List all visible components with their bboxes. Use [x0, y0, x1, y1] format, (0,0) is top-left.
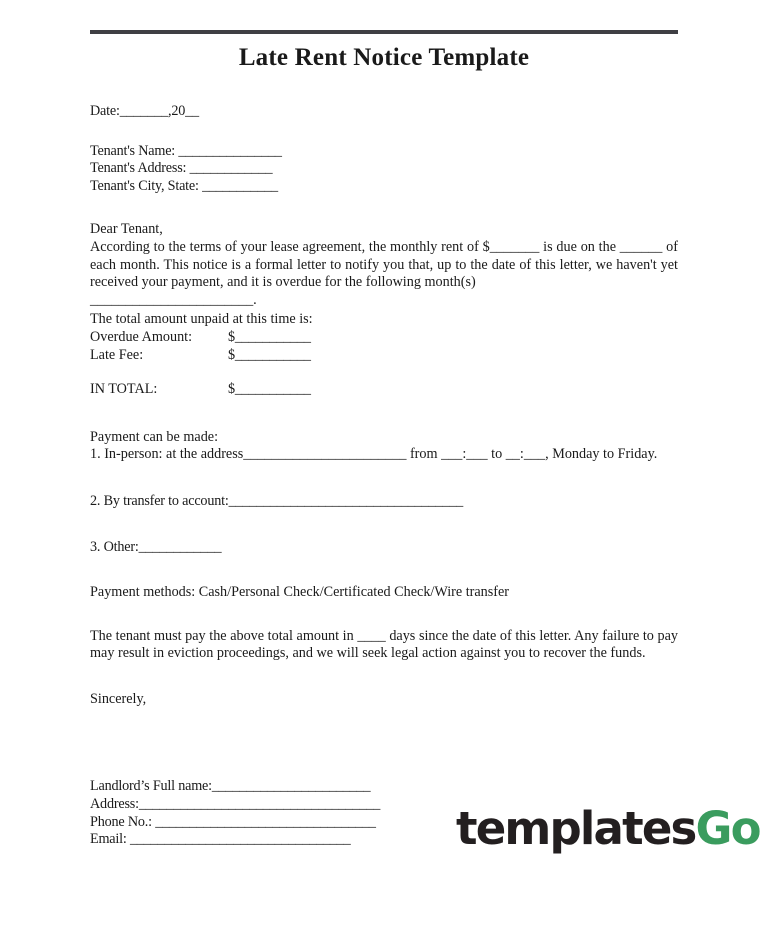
closing-salutation: Sincerely, [90, 690, 147, 707]
overdue-amount-label: Overdue Amount: [90, 328, 193, 345]
tenant-address-line: Tenant's Address: ____________ [90, 160, 273, 177]
amounts-block [90, 329, 678, 364]
tenant-info-block [90, 143, 678, 196]
salutation-block [90, 221, 678, 239]
in-total-row [90, 381, 678, 399]
templatesgo-logo [456, 802, 760, 855]
date-label-and-blank: Date:_______,20__ [90, 103, 199, 119]
date-field-line [90, 103, 678, 121]
landlord-address-line: Address:___________________________________ [90, 796, 381, 813]
landlord-full-name-line: Landlord’s Full name:_______________________ [90, 778, 371, 795]
landlord-phone-line: Phone No.: ________________________________ [90, 813, 376, 830]
overdue-amount-value: $___________ [228, 328, 311, 345]
landlord-email-line: Email: ________________________________ [90, 831, 351, 848]
table-row [90, 347, 678, 365]
body-paragraph-fill-blank: _______________________. [90, 291, 257, 308]
payment-option-transfer: 2. By transfer to account:__________________________________ [90, 492, 463, 509]
payment-option-in-person: 1. In-person: at the address_______________________ from ___:___ to __:___, Monday to Friday. [90, 446, 658, 463]
body-paragraph: According to the terms of your lease agreement, the monthly rent of $_______ is due on the ______ of each month. This notice is a formal letter to notify you that, up to the date of this letter, we haven't yet received your payment, and it is overdue for the following month(s) [90, 238, 678, 291]
payment-option-other: 3. Other:____________ [90, 538, 222, 555]
total-intro-text: The total amount unpaid at this time is: [90, 311, 313, 328]
salutation: Dear Tenant, [90, 221, 163, 238]
table-row [90, 329, 678, 347]
payment-methods-line: Payment methods: Cash/Personal Check/Certificated Check/Wire transfer [90, 584, 510, 601]
page-title: Late Rent Notice Template [238, 44, 530, 71]
logo-accent-text: Go [695, 802, 760, 855]
late-fee-label: Late Fee: [90, 346, 144, 363]
in-total-label: IN TOTAL: [90, 381, 158, 398]
document-body [90, 30, 678, 849]
header-rule [90, 30, 678, 34]
logo-primary-text: templates [456, 802, 696, 855]
tenant-name-line: Tenant's Name: _______________ [90, 142, 282, 159]
late-fee-value: $___________ [228, 346, 311, 363]
tenant-city-state-line: Tenant's City, State: ___________ [90, 177, 278, 194]
deadline-paragraph: The tenant must pay the above total amount in ____ days since the date of this letter. Any failure to pay may result in eviction proceedings, and we will seek legal action against you to recover the funds. [90, 627, 678, 662]
payment-intro: Payment can be made: [90, 428, 219, 445]
in-total-value: $___________ [228, 381, 311, 398]
